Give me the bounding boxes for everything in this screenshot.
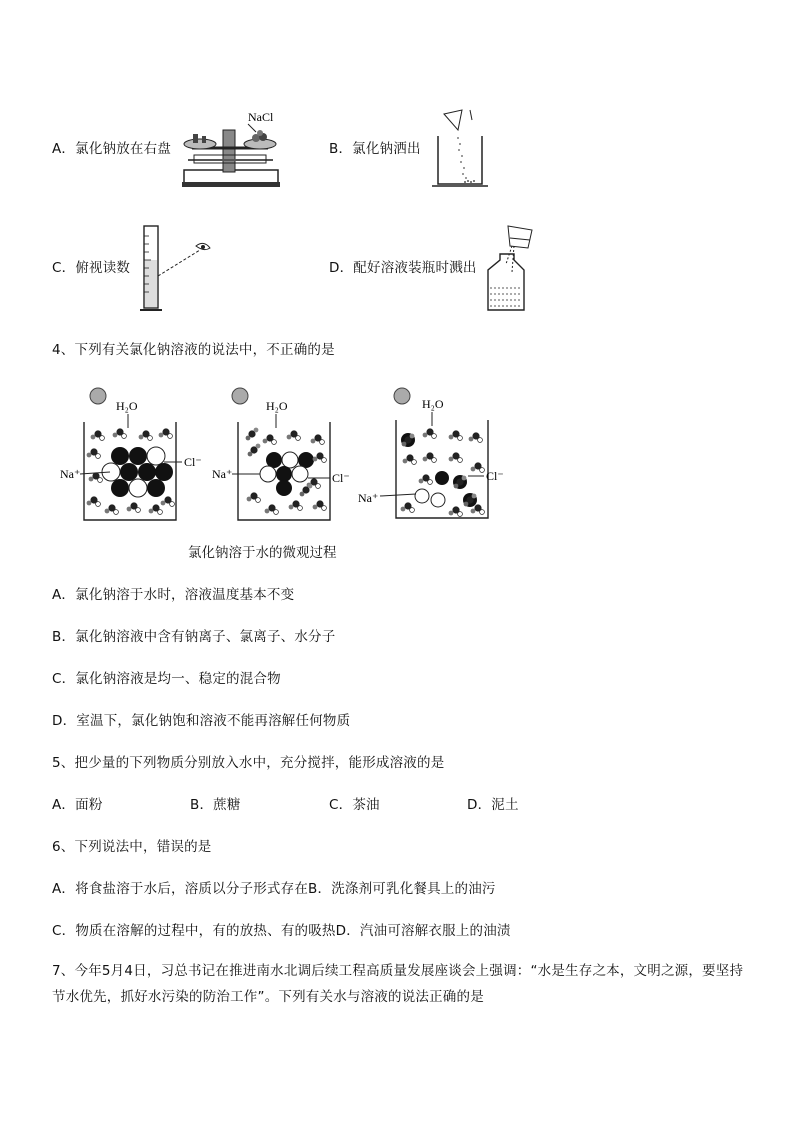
h2o-label-2: H₂O [266, 399, 288, 413]
q4-option-d: D．室温下，氯化钠饱和溶液不能再溶解任何物质 [52, 713, 351, 729]
q3-option-d: D．配好溶液装瓶时溅出 [329, 260, 477, 276]
beaker-spill-figure [428, 108, 490, 190]
q5-stem: 5、把少量的下列物质分别放入水中，充分搅拌，能形成溶液的是 [52, 755, 445, 771]
h2o-label-1: H₂O [116, 399, 138, 413]
q3-option-b: B．氯化钠洒出 [329, 141, 421, 157]
q3-option-a: A．氯化钠放在右盘 [52, 141, 172, 157]
nacl-label: NaCl [248, 110, 274, 124]
cl-label-1: Cl⁻ [184, 455, 202, 469]
q3-option-c: C．俯视读数 [52, 260, 131, 276]
q5-option-c: C．茶油 [329, 797, 380, 813]
q6-options-line2: C．物质在溶解的过程中，有的放热、有的吸热D．汽油可溶解衣服上的油渍 [52, 923, 511, 939]
cylinder-reading-figure [138, 224, 218, 314]
dissolution-diagram [58, 386, 508, 526]
q7-stem: 7、今年5月4日，习总书记在推进南水北调后续工程高质量发展座谈会上强调：“水是生存之本，文明之源，要坚持节水优先，抓好水污染的防治工作”。下列有关水与溶液的说法正确的是 [52, 963, 744, 1005]
q6-stem: 6、下列说法中，错误的是 [52, 839, 212, 855]
q6-options-line1: A．将食盐溶于水后，溶质以分子形式存在B．洗涤剂可乳化餐具上的油污 [52, 881, 496, 897]
cl-label-3: Cl⁻ [486, 469, 504, 483]
q4-option-b: B．氯化钠溶液中含有钠离子、氯离子、水分子 [52, 629, 336, 645]
na-label-3: Na⁺ [358, 491, 379, 505]
bottle-pour-figure [484, 224, 542, 314]
q4-stem: 4、下列有关氯化钠溶液的说法中，不正确的是 [52, 342, 335, 358]
na-label-1: Na⁺ [60, 467, 81, 481]
cl-label-2: Cl⁻ [332, 471, 350, 485]
q4-option-c: C．氯化钠溶液是均一、稳定的混合物 [52, 671, 281, 687]
na-label-2: Na⁺ [212, 467, 233, 481]
balance-scale-figure [178, 108, 284, 190]
diagram-caption: 氯化钠溶于水的微观过程 [188, 545, 337, 561]
q5-option-b: B．蔗糖 [190, 797, 241, 813]
h2o-label-3: H₂O [422, 397, 444, 411]
q4-option-a: A．氯化钠溶于水时，溶液温度基本不变 [52, 587, 295, 603]
q5-option-d: D．泥土 [467, 797, 519, 813]
q5-option-a: A．面粉 [52, 797, 103, 813]
